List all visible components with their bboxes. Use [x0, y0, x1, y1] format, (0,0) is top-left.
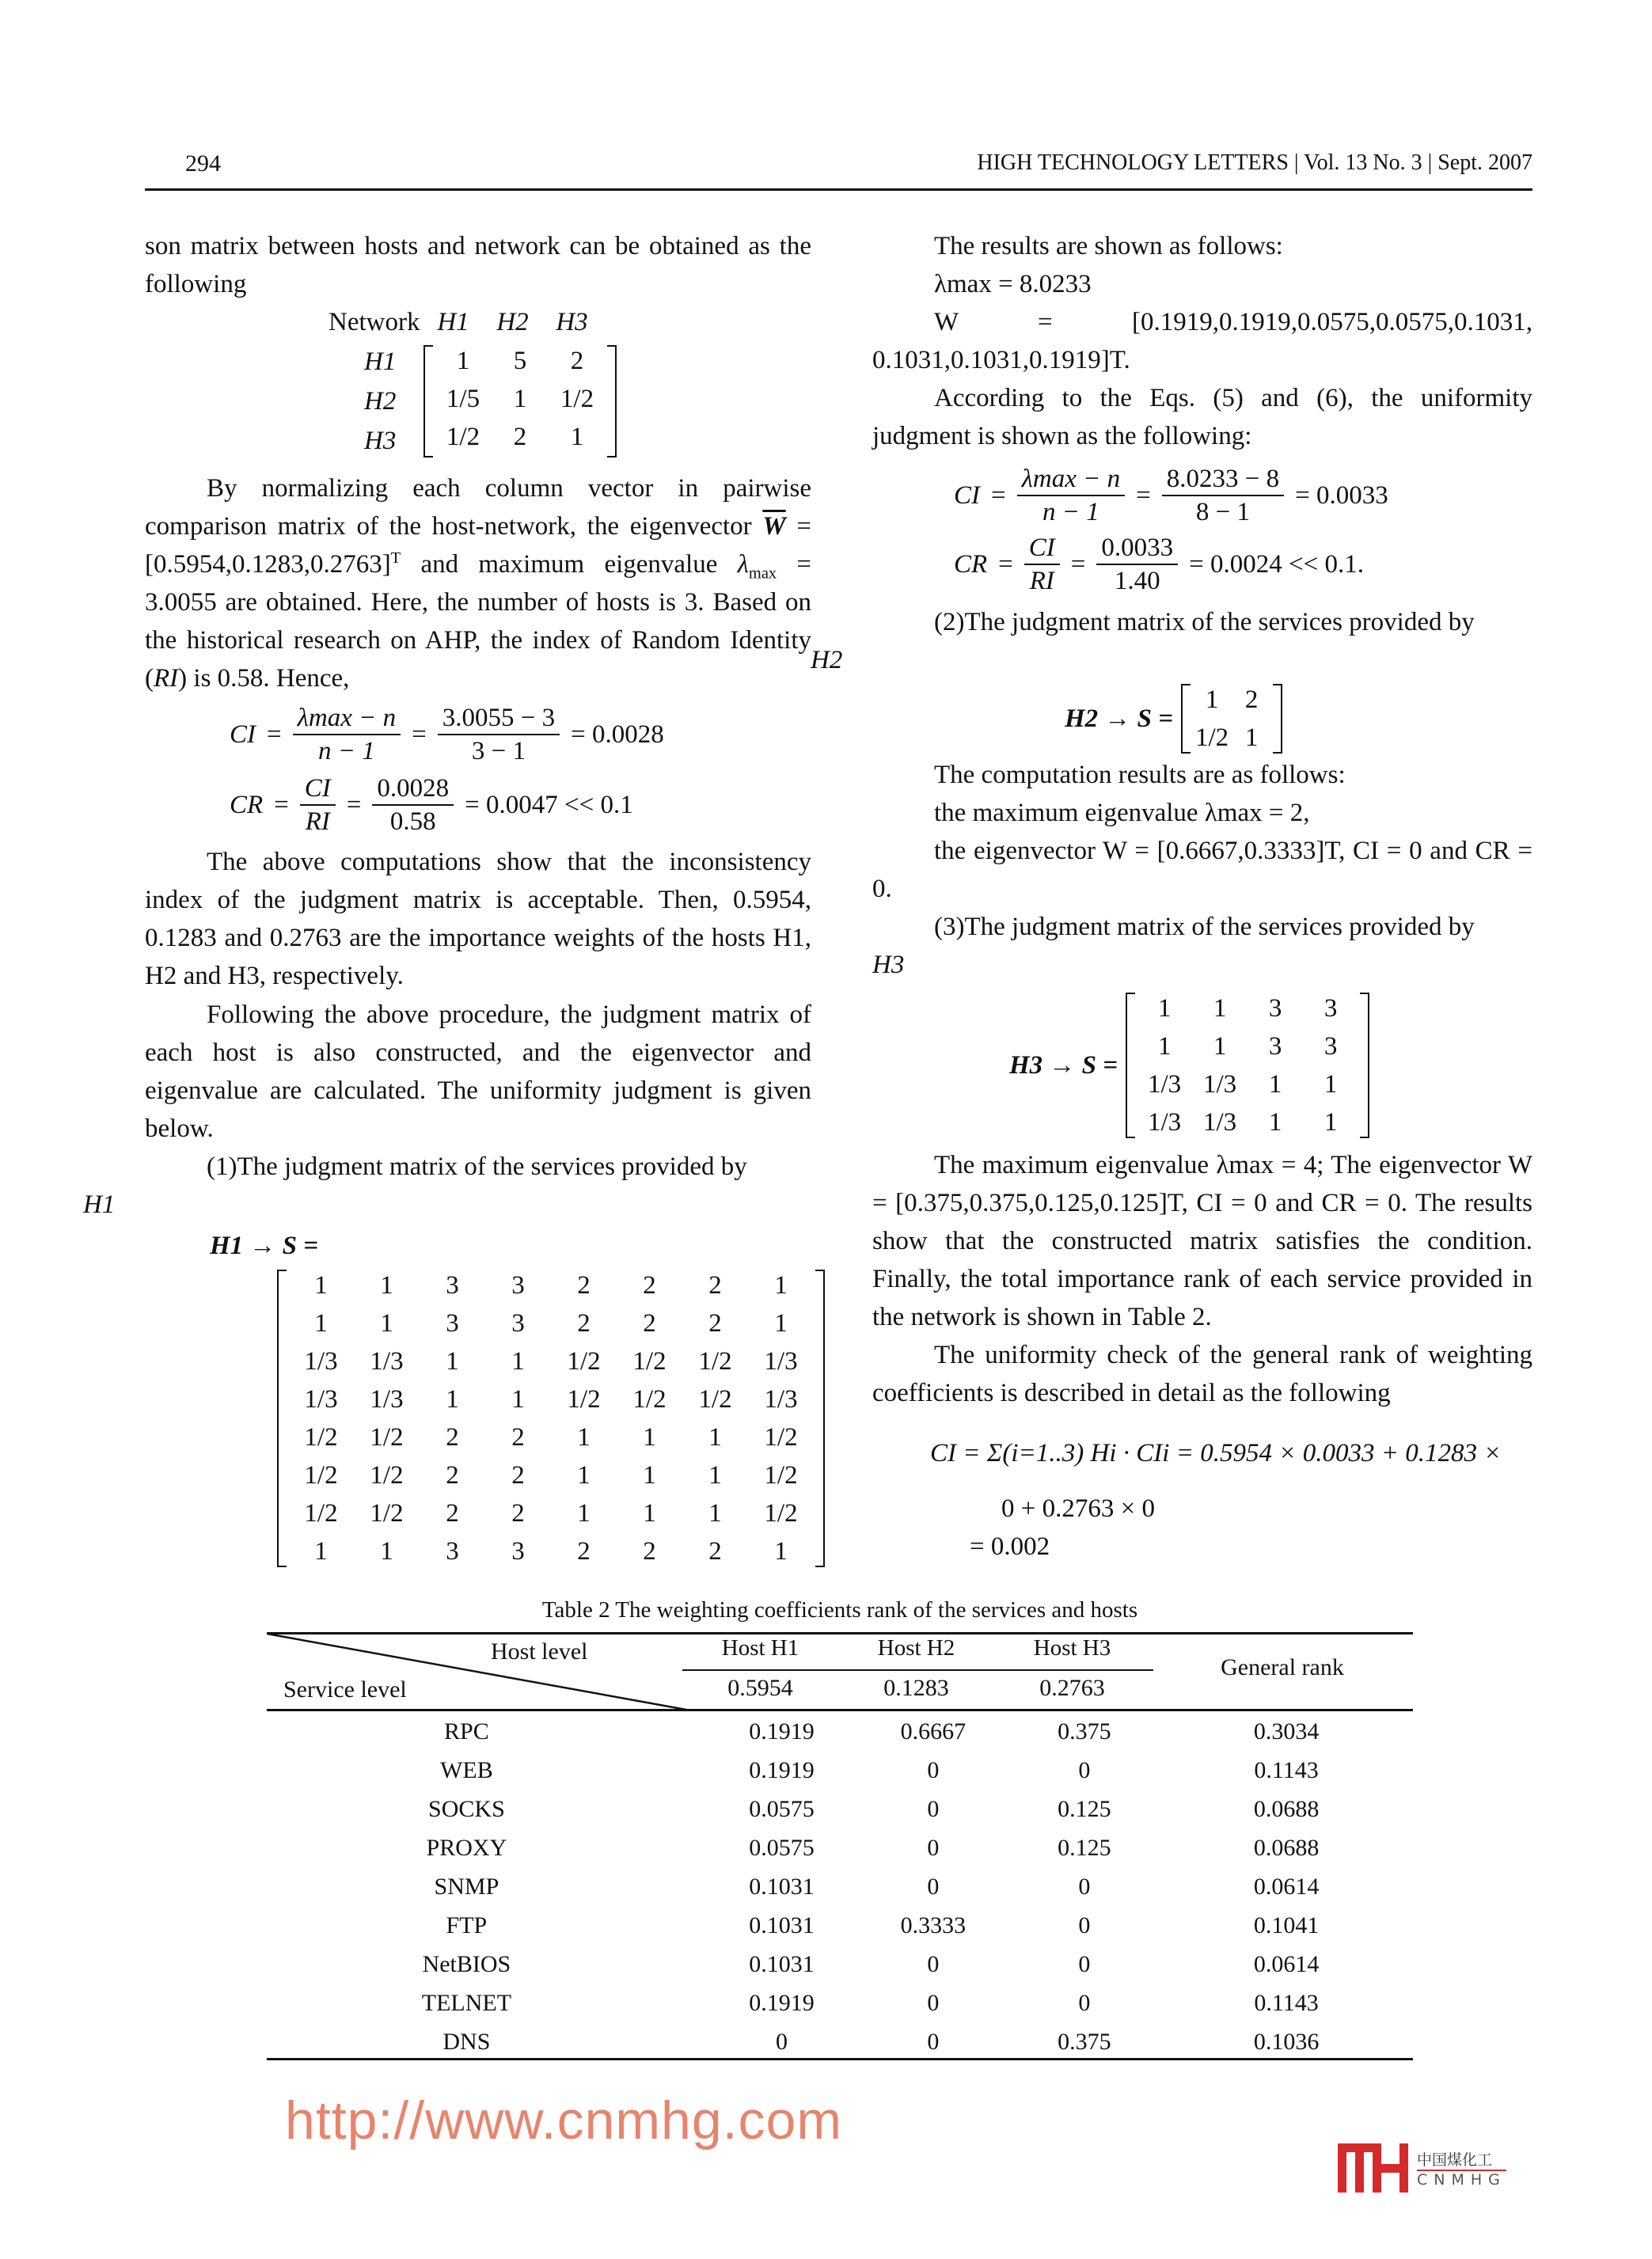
matrix-cell: 1 — [1323, 1107, 1338, 1137]
service-name: SOCKS — [428, 1795, 505, 1822]
table-row — [267, 1867, 1413, 1906]
numerator: CI — [300, 773, 336, 806]
matrix-row — [288, 1342, 814, 1380]
eigenvector-symbol: $\overline{W}$ — [762, 512, 786, 541]
text: the eigenvector W = [0.6667,0.3333]T, CI = 0 and CR = 0. — [872, 837, 1532, 903]
weight-cell: 0.375 — [1058, 1718, 1111, 1745]
matrix-cell: 1 — [643, 1498, 656, 1528]
general-rank-cell: 0.0614 — [1253, 1950, 1320, 1977]
denominator: RI — [305, 807, 330, 836]
eq: = — [1136, 480, 1151, 510]
service-name: TELNET — [421, 1989, 512, 2016]
denominator: 0.58 — [389, 807, 436, 836]
matrix-cell: 1 — [1213, 1031, 1227, 1061]
equation-line: 0 + 0.2763 × 0 — [1001, 1494, 1155, 1523]
matrix-label: H1 → S = — [210, 1232, 319, 1260]
general-rank-cell: 0.0688 — [1253, 1795, 1320, 1822]
lhs: CI — [230, 719, 256, 749]
matrix-cell: 1 — [1268, 1107, 1282, 1137]
matrix-cell: 2 — [577, 1308, 591, 1338]
weight-cell: 0 — [1078, 1756, 1091, 1783]
superscript: T — [390, 549, 401, 567]
numerator: CI — [1024, 532, 1060, 565]
matrix-row — [288, 1380, 814, 1418]
weight-cell: 0.1919 — [749, 1718, 815, 1745]
matrix-cell: 1/3 — [1147, 1069, 1182, 1099]
matrix-cell: 1/2 — [764, 1460, 798, 1490]
general-rank-cell: 0.0614 — [1253, 1873, 1320, 1900]
matrix-cell: 1/2 — [446, 422, 480, 451]
table-row — [267, 1906, 1413, 1945]
text: (2)The judgment matrix of the services provided by — [934, 608, 1475, 636]
paragraph: son matrix between hosts and network can be obtained as the following — [145, 232, 811, 298]
host-level-label: Host level — [491, 1638, 588, 1665]
column-head: H1 — [437, 307, 469, 336]
weight-cell: 0.0575 — [749, 1834, 815, 1861]
service-level-label: Service level — [283, 1676, 407, 1703]
matrix-cell: 2 — [643, 1308, 656, 1338]
matrix-cell: 2 — [511, 1460, 525, 1490]
host-weights-row — [682, 1675, 1157, 1702]
host-label: H1 — [83, 1190, 116, 1219]
matrix-cell: 2 — [446, 1460, 459, 1490]
watermark: http://www.cnmhg.com — [285, 2090, 843, 2151]
matrix-row — [435, 342, 606, 380]
host-column-header: Host H3 — [1033, 1635, 1111, 1661]
weight-cell: 0.3333 — [900, 1912, 967, 1938]
weight-cell: 0 — [927, 1834, 940, 1861]
matrix-cell: 1 — [314, 1270, 328, 1300]
text: (1)The judgment matrix of the services provided by — [207, 1152, 747, 1181]
matrix-cell: 1/5 — [446, 384, 480, 413]
paragraph — [811, 603, 1532, 679]
host-weight: 0.5954 — [727, 1675, 793, 1701]
weight-cell: 0.125 — [1058, 1795, 1111, 1822]
numerator: 8.0233 − 8 — [1162, 463, 1284, 496]
matrix-row — [288, 1532, 814, 1570]
matrix-cell: 1/3 — [764, 1346, 798, 1376]
matrix-cell: 1 — [1244, 723, 1259, 752]
eq: = — [412, 719, 427, 749]
matrix-cell: 1 — [577, 1460, 591, 1490]
matrix-cell: 1 — [570, 422, 584, 451]
host-column-header: Host H2 — [877, 1635, 955, 1661]
result: = 0.0033 — [1295, 480, 1388, 510]
computation-block — [872, 756, 1532, 984]
cr-equation-right — [954, 532, 1364, 597]
weight-cell: 0 — [927, 1795, 940, 1822]
cr-equation-left — [230, 773, 633, 837]
matrix-row — [1137, 1103, 1358, 1141]
service-name: PROXY — [426, 1834, 507, 1861]
matrix-cell: 2 — [511, 1422, 525, 1452]
logo-en-text: CNMHG — [1417, 2170, 1506, 2189]
text: RI — [154, 664, 179, 693]
paragraph: Following the above procedure, the judgment matrix of each host is also constructed, and the eigenvector and eigenvalue are calculated. The uniformity judgment is given below. — [145, 1000, 811, 1143]
host-subheader-rule — [682, 1669, 1153, 1671]
matrix-cell: 3 — [446, 1536, 459, 1566]
text: ) is 0.58. Hence, — [178, 664, 350, 693]
weight-cell: 0.125 — [1058, 1834, 1111, 1861]
numerator: λmax − n — [1017, 463, 1126, 496]
matrix-cell: 3 — [1323, 1031, 1338, 1061]
matrix-cell: 3 — [1323, 993, 1338, 1023]
denominator: RI — [1029, 567, 1054, 595]
host-weight: 0.2763 — [1039, 1675, 1105, 1701]
matrix-cell: 1 — [446, 1384, 459, 1414]
matrix-row — [288, 1418, 814, 1456]
equation-line: = 0.002 — [970, 1532, 1050, 1561]
matrix-cell: 1 — [456, 346, 470, 375]
text: By normalizing each column vector in pairwise comparison matrix of the host-network, the eigenvector — [145, 474, 811, 541]
matrix-cell: 5 — [513, 346, 527, 375]
matrix-cell: 3 — [1268, 1031, 1282, 1061]
weight-cell: 0 — [927, 1950, 940, 1977]
matrix-row — [435, 380, 606, 418]
matrix-cell: 1/2 — [1194, 723, 1229, 752]
text: the maximum eigenvalue λmax = 2, — [934, 799, 1310, 827]
subscript: max — [748, 564, 777, 583]
eq: = — [267, 719, 282, 749]
matrix-cell: 1/2 — [560, 384, 594, 413]
table-row — [267, 1828, 1413, 1867]
matrix-row — [1137, 1065, 1358, 1103]
paragraph: The results are shown as follows: — [934, 232, 1283, 260]
matrix-cell: 1 — [774, 1536, 788, 1566]
table-row — [267, 1984, 1413, 2022]
matrix-cell: 2 — [446, 1422, 459, 1452]
matrix-cell: 1/3 — [1147, 1107, 1182, 1137]
lambda: λ — [737, 550, 749, 579]
weight-cell: 0 — [927, 1873, 940, 1900]
text: = 3.0055 are obtained. Here, the number of hosts is 3. Based on the historical research on AHP, the index of Random Identity ( — [145, 550, 811, 693]
matrix-cell: 1 — [774, 1270, 788, 1300]
eq: = — [998, 549, 1013, 579]
paragraph: The uniformity check of the general rank of weighting coefficients is described in detail as the following — [872, 1341, 1532, 1407]
service-name: FTP — [446, 1912, 488, 1938]
matrix-cell: 1 — [380, 1308, 393, 1338]
weight-cell: 0.1031 — [749, 1912, 815, 1938]
paragraph: The computation results are as follows: — [934, 761, 1346, 789]
matrix-row — [1137, 989, 1358, 1027]
denominator: n − 1 — [1042, 498, 1099, 526]
h3-service-matrix-eq — [1009, 989, 1369, 1141]
denominator: 8 − 1 — [1195, 498, 1251, 526]
matrix-label: H2 → S = — [1065, 704, 1174, 733]
service-name: NetBIOS — [422, 1950, 511, 1977]
weight-cell: 0.1919 — [749, 1756, 815, 1783]
matrix-cell: 3 — [511, 1308, 525, 1338]
lhs: CR — [954, 549, 988, 579]
general-rank-cell: 0.3034 — [1253, 1718, 1320, 1745]
matrix-cell: 1 — [643, 1422, 656, 1452]
paragraph-block — [872, 1146, 1532, 1412]
matrix-cell: 2 — [643, 1270, 656, 1300]
cnmhg-logo — [1338, 2143, 1506, 2193]
logo-mark-icon — [1338, 2143, 1409, 2193]
equation-line: CI = Σ(i=1..3) Hi · CIi = 0.5954 × 0.0033 + 0.1283 × — [930, 1439, 1502, 1467]
matrix-cell: 1 — [1157, 1031, 1172, 1061]
matrix-cell: 1/2 — [304, 1422, 338, 1452]
lambda-max-line: λmax = 8.0233 — [934, 270, 1092, 298]
results-block — [872, 227, 1532, 455]
weight-cell: 0 — [776, 2028, 788, 2055]
matrix-corner-label: Network — [329, 307, 420, 336]
column-head: H2 — [496, 307, 529, 336]
matrix-cell: 1/3 — [370, 1346, 404, 1376]
h2-service-matrix-eq — [1065, 681, 1282, 757]
weight-cell: 0.375 — [1058, 2028, 1111, 2055]
matrix-cell: 1/2 — [567, 1346, 601, 1376]
matrix-cell: 1/3 — [1202, 1107, 1237, 1137]
matrix-cell: 1/2 — [632, 1346, 666, 1376]
matrix-cell: 2 — [570, 346, 584, 375]
ci-equation-right — [954, 463, 1388, 528]
weight-cell: 0 — [927, 1756, 940, 1783]
denominator: n − 1 — [318, 737, 375, 765]
matrix-cell: 1 — [380, 1536, 393, 1566]
denominator: 3 − 1 — [471, 737, 526, 765]
row-head: H3 — [364, 427, 397, 455]
matrix-row — [288, 1456, 814, 1494]
eq: = — [1070, 549, 1086, 579]
matrix-cell: 2 — [446, 1498, 459, 1528]
paragraph — [145, 469, 811, 697]
matrix-cell: 2 — [511, 1498, 525, 1528]
table-row — [267, 2022, 1413, 2061]
numerator: 0.0033 — [1096, 532, 1178, 565]
eq: = — [346, 790, 362, 819]
result: = 0.0024 << 0.1. — [1189, 549, 1365, 579]
numerator: 0.0028 — [372, 773, 454, 806]
matrix-cell: 2 — [577, 1270, 591, 1300]
matrix-column-heads — [423, 308, 602, 337]
matrix-row — [1192, 719, 1271, 757]
matrix-cell: 1/3 — [370, 1384, 404, 1414]
weight-cell: 0 — [1078, 1873, 1091, 1900]
general-rank-cell: 0.1041 — [1253, 1912, 1320, 1938]
matrix-cell: 1 — [1157, 993, 1172, 1023]
host-weight: 0.1283 — [883, 1675, 949, 1701]
matrix-cell: 1/3 — [304, 1384, 338, 1414]
row-head: H1 — [364, 347, 397, 376]
matrix-cell: 1 — [708, 1422, 722, 1452]
matrix-cell: 1 — [1213, 993, 1227, 1023]
weight-cell: 0 — [1078, 1989, 1091, 2016]
matrix-cell: 1 — [643, 1460, 656, 1490]
table-caption: Table 2 The weighting coefficients rank of the services and hosts — [541, 1597, 1138, 1623]
matrix-bracket — [423, 342, 617, 461]
matrix-cell: 1/2 — [632, 1384, 666, 1414]
host-label: H2 — [811, 646, 843, 674]
matrix-cell: 2 — [643, 1536, 656, 1566]
paragraph: The maximum eigenvalue λmax = 4; The eigenvector W = [0.375,0.375,0.125,0.125]T, CI = 0 and CR = 0. The results show that the constructed matrix satisfies the condition. Finally, the total importance rank of each service provided in the network is shown in Table 2. — [872, 1151, 1532, 1331]
matrix-cell: 3 — [446, 1270, 459, 1300]
matrix-bracket — [1181, 681, 1282, 757]
matrix-cell: 1/2 — [304, 1460, 338, 1490]
matrix-cell: 1/2 — [304, 1498, 338, 1528]
table-row — [267, 1790, 1413, 1828]
ci-equation-left — [230, 702, 664, 767]
matrix-cell: 1 — [513, 384, 527, 413]
matrix-cell: 1/3 — [1202, 1069, 1237, 1099]
h1-service-matrix — [277, 1266, 825, 1570]
matrix-cell: 1/3 — [304, 1346, 338, 1376]
weight-cell: 0.1031 — [749, 1873, 815, 1900]
matrix-cell: 1 — [314, 1536, 328, 1566]
result: = 0.0047 << 0.1 — [465, 790, 633, 819]
general-rank-cell: 0.1036 — [1253, 2028, 1320, 2055]
table-row — [267, 1712, 1413, 1751]
matrix-cell: 1/2 — [698, 1346, 732, 1376]
host-column-headers — [682, 1635, 1157, 1661]
matrix-cell: 1/3 — [764, 1384, 798, 1414]
matrix-cell: 1/2 — [370, 1460, 404, 1490]
matrix-cell: 3 — [511, 1270, 525, 1300]
service-name: WEB — [440, 1756, 493, 1783]
general-rank-cell: 0.0688 — [1253, 1834, 1320, 1861]
weight-cell: 0 — [927, 1989, 940, 2016]
paragraph: According to the Eqs. (5) and (6), the uniformity judgment is shown as the following: — [872, 384, 1532, 450]
matrix-label: H3 → S = — [1009, 1050, 1118, 1080]
eq: = — [274, 790, 289, 819]
matrix-cell: 1 — [577, 1422, 591, 1452]
table-bottom-rule — [267, 2058, 1413, 2060]
weighting-table — [267, 1712, 1413, 2061]
matrix-cell: 1 — [1205, 685, 1219, 714]
matrix-row — [1192, 681, 1271, 719]
matrix-cell: 1 — [1323, 1069, 1338, 1099]
matrix-cell: 1 — [446, 1346, 459, 1376]
matrix-row — [288, 1494, 814, 1532]
matrix-cell: 3 — [1268, 993, 1282, 1023]
matrix-cell: 2 — [708, 1308, 722, 1338]
weight-cell: 0.0575 — [749, 1795, 815, 1822]
text: (3)The judgment matrix of the services provided by — [934, 913, 1475, 941]
eigenvector-line: W = [0.1919,0.1919,0.0575,0.0575,0.1031, 0.1031,0.1031,0.1919]T. — [872, 308, 1532, 374]
running-header: HIGH TECHNOLOGY LETTERS | Vol. 13 No. 3 | Sept. 2007 — [977, 150, 1532, 175]
matrix-bracket — [1126, 989, 1369, 1141]
weight-cell: 0.1031 — [749, 1950, 815, 1977]
weight-cell: 0 — [1078, 1912, 1091, 1938]
row-head: H2 — [364, 387, 397, 416]
matrix-cell: 1 — [1268, 1069, 1282, 1099]
matrix-cell: 1/2 — [567, 1384, 601, 1414]
network-matrix — [329, 302, 617, 461]
column-head: H3 — [556, 307, 588, 336]
weight-cell: 0.6667 — [900, 1718, 967, 1745]
text: = [0.5954,0.1283,0.2763] — [145, 512, 811, 579]
sum-equation — [930, 1434, 1502, 1566]
matrix-cell: 2 — [577, 1536, 591, 1566]
matrix-cell: 2 — [1244, 685, 1259, 714]
paragraph: The above computations show that the inconsistency index of the judgment matrix is acceptable. Then, 0.5954, 0.1283 and 0.2763 are the importance weights of the hosts H1, H2 and H3, respectively. — [145, 848, 811, 990]
matrix-row — [435, 418, 606, 456]
general-rank-cell: 0.1143 — [1254, 1989, 1319, 2016]
weight-cell: 0.1919 — [749, 1989, 815, 2016]
matrix-cell: 1 — [708, 1460, 722, 1490]
denominator: 1.40 — [1114, 567, 1160, 595]
service-name: SNMP — [434, 1873, 499, 1900]
table-row — [267, 1945, 1413, 1984]
host-label: H3 — [872, 951, 905, 979]
lhs: CI — [954, 480, 980, 510]
matrix-cell: 1 — [774, 1308, 788, 1338]
matrix-cell: 2 — [708, 1270, 722, 1300]
matrix-cell: 1 — [314, 1308, 328, 1338]
header-rule — [145, 188, 1532, 191]
matrix-cell: 3 — [511, 1536, 525, 1566]
matrix-cell: 1 — [380, 1270, 393, 1300]
page-number: 294 — [185, 150, 221, 177]
matrix-cell: 1/2 — [764, 1422, 798, 1452]
matrix-row — [288, 1304, 814, 1342]
weight-cell: 0 — [1078, 1950, 1091, 1977]
matrix-cell: 1/2 — [698, 1384, 732, 1414]
matrix-cell: 2 — [513, 422, 527, 451]
service-name: DNS — [442, 2028, 491, 2055]
matrix-cell: 1/2 — [764, 1498, 798, 1528]
table-header-rule — [267, 1709, 1413, 1711]
numerator: λmax − n — [293, 702, 401, 735]
matrix-row — [1137, 1027, 1358, 1065]
matrix-cell: 1/2 — [370, 1422, 404, 1452]
host-column-header: Host H1 — [721, 1635, 799, 1661]
matrix-cell: 1/2 — [370, 1498, 404, 1528]
matrix-cell: 1 — [577, 1498, 591, 1528]
table-row — [267, 1751, 1413, 1790]
matrix-cell: 3 — [446, 1308, 459, 1338]
service-name: RPC — [444, 1718, 489, 1745]
matrix-cell: 1 — [708, 1498, 722, 1528]
matrix-cell: 1 — [511, 1346, 525, 1376]
logo-cn-text: 中国煤化工 — [1417, 2148, 1506, 2171]
general-rank-header: General rank — [1221, 1654, 1344, 1680]
text: and maximum eigenvalue — [401, 550, 738, 579]
weight-cell: 0 — [927, 2028, 940, 2055]
matrix-cell: 2 — [708, 1536, 722, 1566]
general-rank-cell: 0.1143 — [1254, 1756, 1319, 1783]
matrix-row — [288, 1266, 814, 1304]
numerator: 3.0055 − 3 — [438, 702, 560, 735]
eq: = — [991, 480, 1006, 510]
lhs: CR — [230, 790, 264, 819]
result: = 0.0028 — [571, 719, 664, 749]
paragraph — [83, 1148, 811, 1224]
matrix-cell: 1 — [511, 1384, 525, 1414]
